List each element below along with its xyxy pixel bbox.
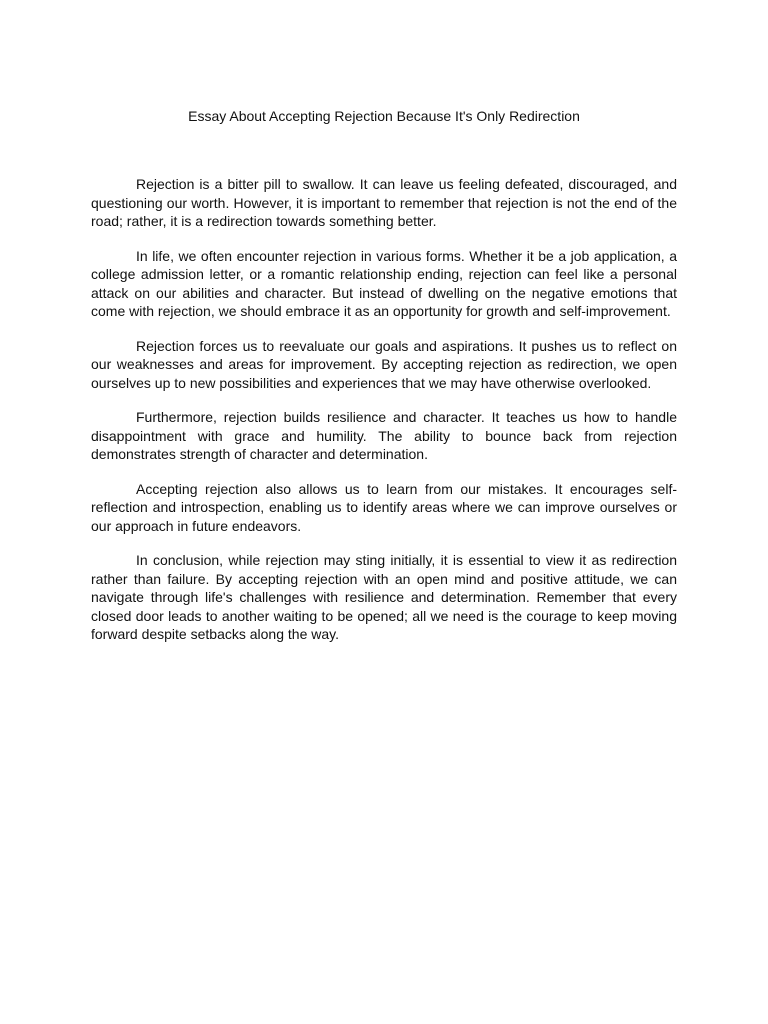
paragraph-3: Rejection forces us to reevaluate our goals and aspirations. It pushes us to reflect on our weaknesses and areas for improvement. By accepting rejection as redirection, we open ourselves up to new possibilities and experiences that we may have otherwise overlooked. bbox=[91, 337, 677, 391]
paragraph-2: In life, we often encounter rejection in various forms. Whether it be a job application, a college admission letter, or a romantic relationship ending, rejection can feel like a personal attack on our abilities and character. But instead of dwelling on the negative emotions that come with rejection, we should embrace it as an opportunity for growth and self-improvement. bbox=[91, 247, 677, 319]
document-title: Essay About Accepting Rejection Because It's Only Redirection bbox=[188, 108, 580, 124]
paragraph-6: In conclusion, while rejection may sting initially, it is essential to view it as redirection rather than failure. By accepting rejection with an open mind and positive attitude, we can navigate through life's challenges with resilience and determination. Remember that every closed door leads to another waiting to be opened; all we need is the courage to keep moving forward despite setbacks along the way. bbox=[91, 552, 677, 642]
essay-body bbox=[91, 175, 677, 660]
paragraph-1: Rejection is a bitter pill to swallow. It can leave us feeling defeated, discouraged, and questioning our worth. However, it is important to remember that rejection is not the end of the road; rather, it is a redirection towards something better. bbox=[91, 176, 677, 229]
paragraph-5: Accepting rejection also allows us to learn from our mistakes. It encourages self-reflection and introspection, enabling us to identify areas where we can improve ourselves or our approach in future endeavors. bbox=[91, 480, 677, 534]
paragraph-4: Furthermore, rejection builds resilience and character. It teaches us how to handle disappointment with grace and humility. The ability to bounce back from rejection demonstrates strength of character and determination. bbox=[91, 409, 677, 462]
